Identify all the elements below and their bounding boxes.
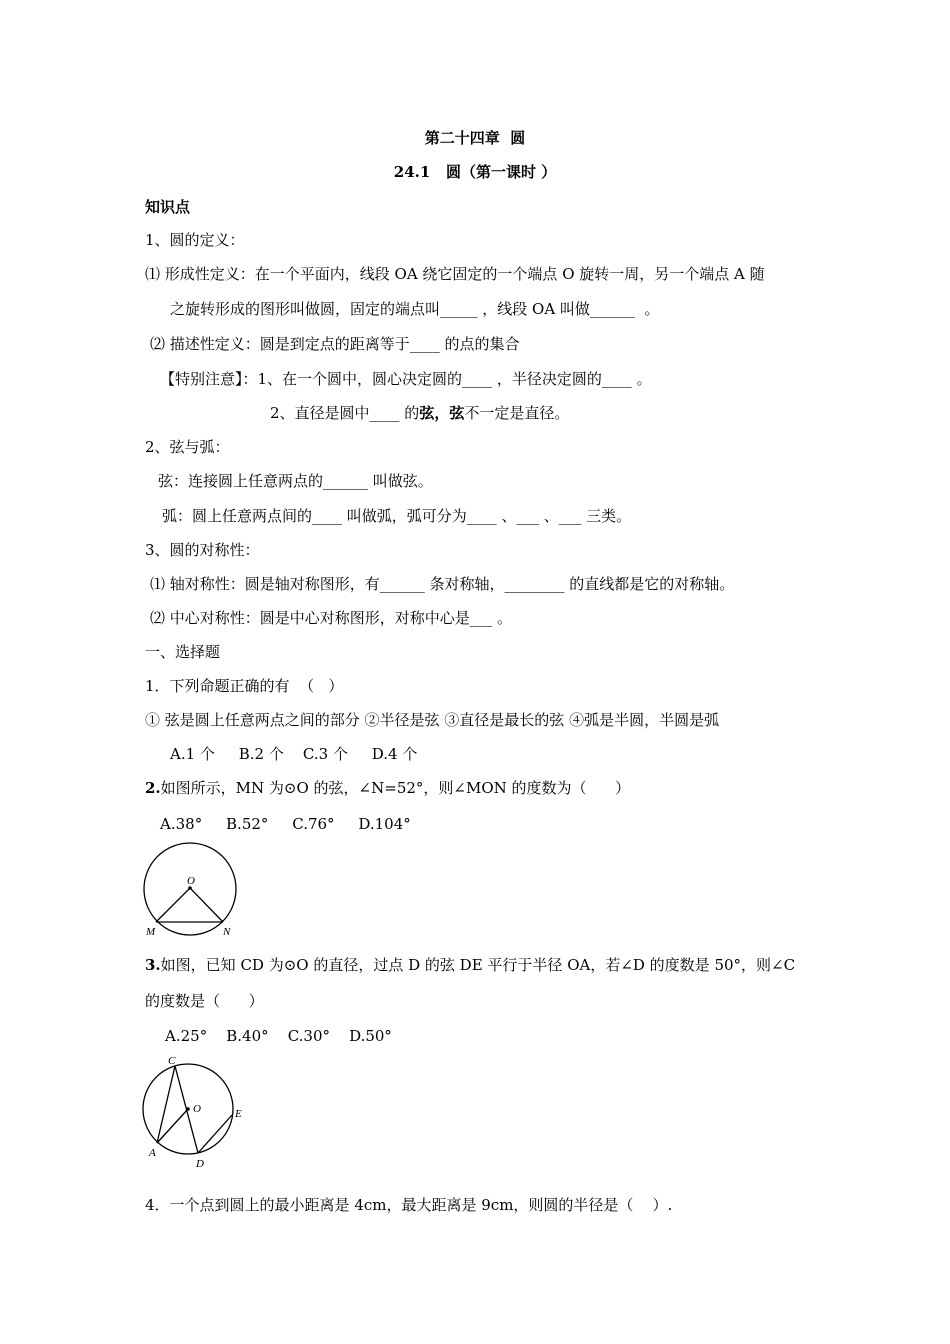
q1-options: A.1 个 B.2 个 C.3 个 D.4 个 xyxy=(170,745,418,763)
q3-stem xyxy=(145,955,950,975)
k1-def1-line2: 之旋转形成的图形叫做圆，固定的端点叫_____ ，线段 OA 叫做______ 。 xyxy=(170,300,660,318)
q3-chord-de xyxy=(198,1115,232,1153)
k1-heading: 1、圆的定义： xyxy=(145,231,245,249)
q1-statements: ① 弦是圆上任意两点之间的部分 ②半径是弦 ③直径是最长的弦 ④弧是半圆，半圆是弧 xyxy=(145,711,720,729)
k1-note2 xyxy=(270,403,950,423)
k1-def2: ⑵ 描述性定义：圆是到定点的距离等于____ 的点的集合 xyxy=(150,335,520,353)
q2-number: 2. xyxy=(145,779,161,797)
q3-radius-oa xyxy=(157,1109,188,1143)
lesson-title: 24.1 圆（第一课时 ） xyxy=(393,163,557,181)
k1-def1-line1: ⑴ 形成性定义：在一个平面内，线段 OA 绕它固定的一个端点 O 旋转一周，另一个端点 A 随 xyxy=(145,265,765,283)
k3-heading: 3、圆的对称性： xyxy=(145,541,260,559)
k2-heading: 2、弦与弧： xyxy=(145,438,230,456)
k3-center: ⑵ 中心对称性：圆是中心对称图形，对称中心是___ 。 xyxy=(150,609,513,627)
q3-stem-line2: 的度数是（ ） xyxy=(145,992,264,1010)
q3-center-dot xyxy=(186,1107,190,1111)
q3-label-a: A xyxy=(149,1147,156,1159)
q3-figure xyxy=(140,1055,250,1173)
q2-options: A.38° B.52° C.76° D.104° xyxy=(160,815,411,833)
q2-radius-om xyxy=(156,888,190,922)
q2-label-n: N xyxy=(223,926,231,938)
k2-arc: 弧：圆上任意两点间的____ 叫做弧，弧可分为____ 、___ 、___ 三类。 xyxy=(162,507,632,525)
k1-note2-pre: 2、直径是圆中____ 的 xyxy=(270,404,420,422)
q3-label-e: E xyxy=(235,1108,242,1120)
k1-note2-bold: 弦，弦 xyxy=(419,404,465,422)
q2-radius-on xyxy=(190,888,223,922)
q3-number: 3. xyxy=(145,956,161,974)
q2-stem xyxy=(145,778,950,798)
q3-stem-text: 如图，已知 CD 为⊙O 的直径，过点 D 的弦 DE 平行于半径 OA，若∠D 的度数是 50°，则∠C xyxy=(160,956,796,974)
q3-label-d: D xyxy=(196,1158,204,1170)
q2-figure xyxy=(140,842,240,940)
k1-note1: 【特别注意】：1、在一个圆中，圆心决定圆的____ ，半径决定圆的____ 。 xyxy=(160,370,652,388)
q2-label-o: O xyxy=(187,875,195,887)
q2-stem-text: 如图所示，MN 为⊙O 的弦，∠N=52°，则∠MON 的度数为（ ） xyxy=(160,779,631,797)
q3-label-o: O xyxy=(193,1103,201,1115)
q4-stem: 4．一个点到圆上的最小距离是 4cm，最大距离是 9cm，则圆的半径是（ ）. xyxy=(145,1196,673,1214)
q3-chord-ca xyxy=(157,1066,175,1143)
knowledge-heading: 知识点 xyxy=(145,198,191,216)
q3-label-c: C xyxy=(168,1055,176,1067)
section-choice: 一、选择题 xyxy=(145,643,221,661)
k3-axis: ⑴ 轴对称性：圆是轴对称图形，有______ 条对称轴，________ 的直线都是它的对称轴。 xyxy=(150,575,735,593)
q3-options: A.25° B.40° C.30° D.50° xyxy=(165,1027,392,1045)
k2-chord: 弦：连接圆上任意两点的______ 叫做弦。 xyxy=(158,472,433,490)
chapter-title: 第二十四章 圆 xyxy=(424,129,526,147)
q1-stem: 1．下列命题正确的有 （ ） xyxy=(145,677,344,695)
q2-label-m: M xyxy=(146,926,156,938)
k1-note2-post: 不一定是直径。 xyxy=(464,404,570,422)
